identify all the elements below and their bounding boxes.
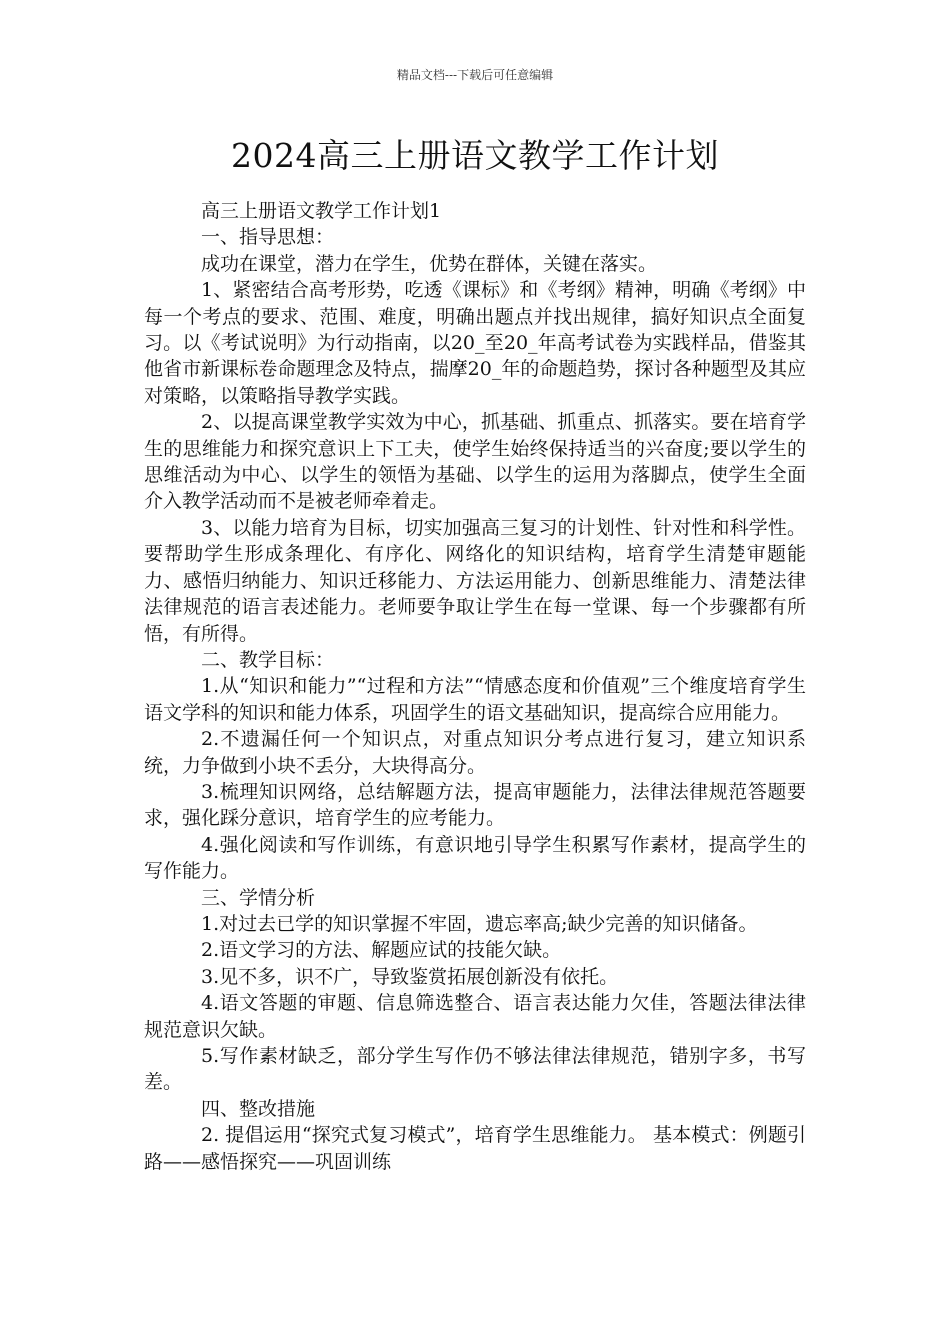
paragraph: 成功在课堂，潜力在学生，优势在群体，关键在落实。: [201, 252, 658, 275]
paragraph: 3.梳理知识网络，总结解题方法，提高审题能力，法律法律规范答题要求，强化踩分意识，培育学生的应考能力。: [144, 780, 806, 830]
paragraph: 4.强化阅读和写作训练，有意识地引导学生积累写作素材，提高学生的写作能力。: [144, 833, 806, 883]
document-body: [144, 198, 806, 1175]
paragraph: 2.语文学习的方法、解题应试的技能欠缺。: [201, 939, 562, 962]
paragraph: 3、以能力培育为目标，切实加强高三复习的计划性、针对性和科学性。要帮助学生形成条理化、有序化、网络化的知识结构，培育学生清楚审题能力、感悟归纳能力、知识迁移能力、方法运用能力、创新思维能力、清楚法律法律规范的语言表述能力。老师要争取让学生在每一堂课、每一个步骤都有所悟，有所得。: [144, 516, 806, 645]
paragraph: 1、紧密结合高考形势，吃透《课标》和《考纲》精神，明确《考纲》中每一个考点的要求、范围、难度，明确出题点并找出规律，搞好知识点全面复习。以《考试说明》为行动指南，以20_至20_年高考试卷为实践样品，借鉴其他省市新课标卷命题理念及特点，揣摩20_年的命题趋势，探讨各种题型及其应对策略，以策略指导教学实践。: [144, 279, 806, 407]
section-heading-teaching-goals: 二、教学目标：: [201, 648, 335, 671]
paragraph-subtitle: 高三上册语文教学工作计划1: [201, 200, 442, 222]
document-title: 2024高三上册语文教学工作计划: [231, 136, 719, 175]
paragraph: 4.语文答题的审题、信息筛选整合、语言表达能力欠佳，答题法律法律规范意识欠缺。: [144, 992, 806, 1041]
paragraph: 2.不遗漏任何一个知识点，对重点知识分考点进行复习，建立知识系统，力争做到小块不丢分，大块得高分。: [144, 728, 806, 777]
paragraph: 1.从“知识和能力”“过程和方法”“情感态度和价值观”三个维度培育学生语文学科的知识和能力体系，巩固学生的语文基础知识，提高综合应用能力。: [144, 675, 806, 724]
paragraph: 3.见不多，识不广，导致鉴赏拓展创新没有依托。: [201, 965, 619, 988]
paragraph: 5.写作素材缺乏，部分学生写作仍不够法律法律规范，错别字多，书写差。: [144, 1045, 806, 1094]
section-heading-student-analysis: 三、学情分析: [201, 886, 316, 909]
paragraph: 2. 提倡运用“探究式复习模式”，培育学生思维能力。 基本模式：例题引路——感悟探究——巩固训练: [144, 1124, 806, 1173]
paragraph: 1.对过去已学的知识掌握不牢固，遗忘率高;缺少完善的知识储备。: [201, 912, 758, 935]
section-heading-guiding-ideas: 一、指导思想：: [201, 226, 335, 249]
paragraph: 2、以提高课堂教学实效为中心，抓基础、抓重点、抓落实。要在培育学生的思维能力和探究意识上下工夫，使学生始终保持适当的兴奋度;要以学生的思维活动为中心、以学生的领悟为基础、以学生的运用为落脚点，使学生全面介入教学活动而不是被老师牵着走。: [144, 411, 806, 513]
section-heading-measures: 四、整改措施: [201, 1097, 316, 1120]
header-note: 精品文档---下载后可任意编辑: [396, 68, 554, 82]
